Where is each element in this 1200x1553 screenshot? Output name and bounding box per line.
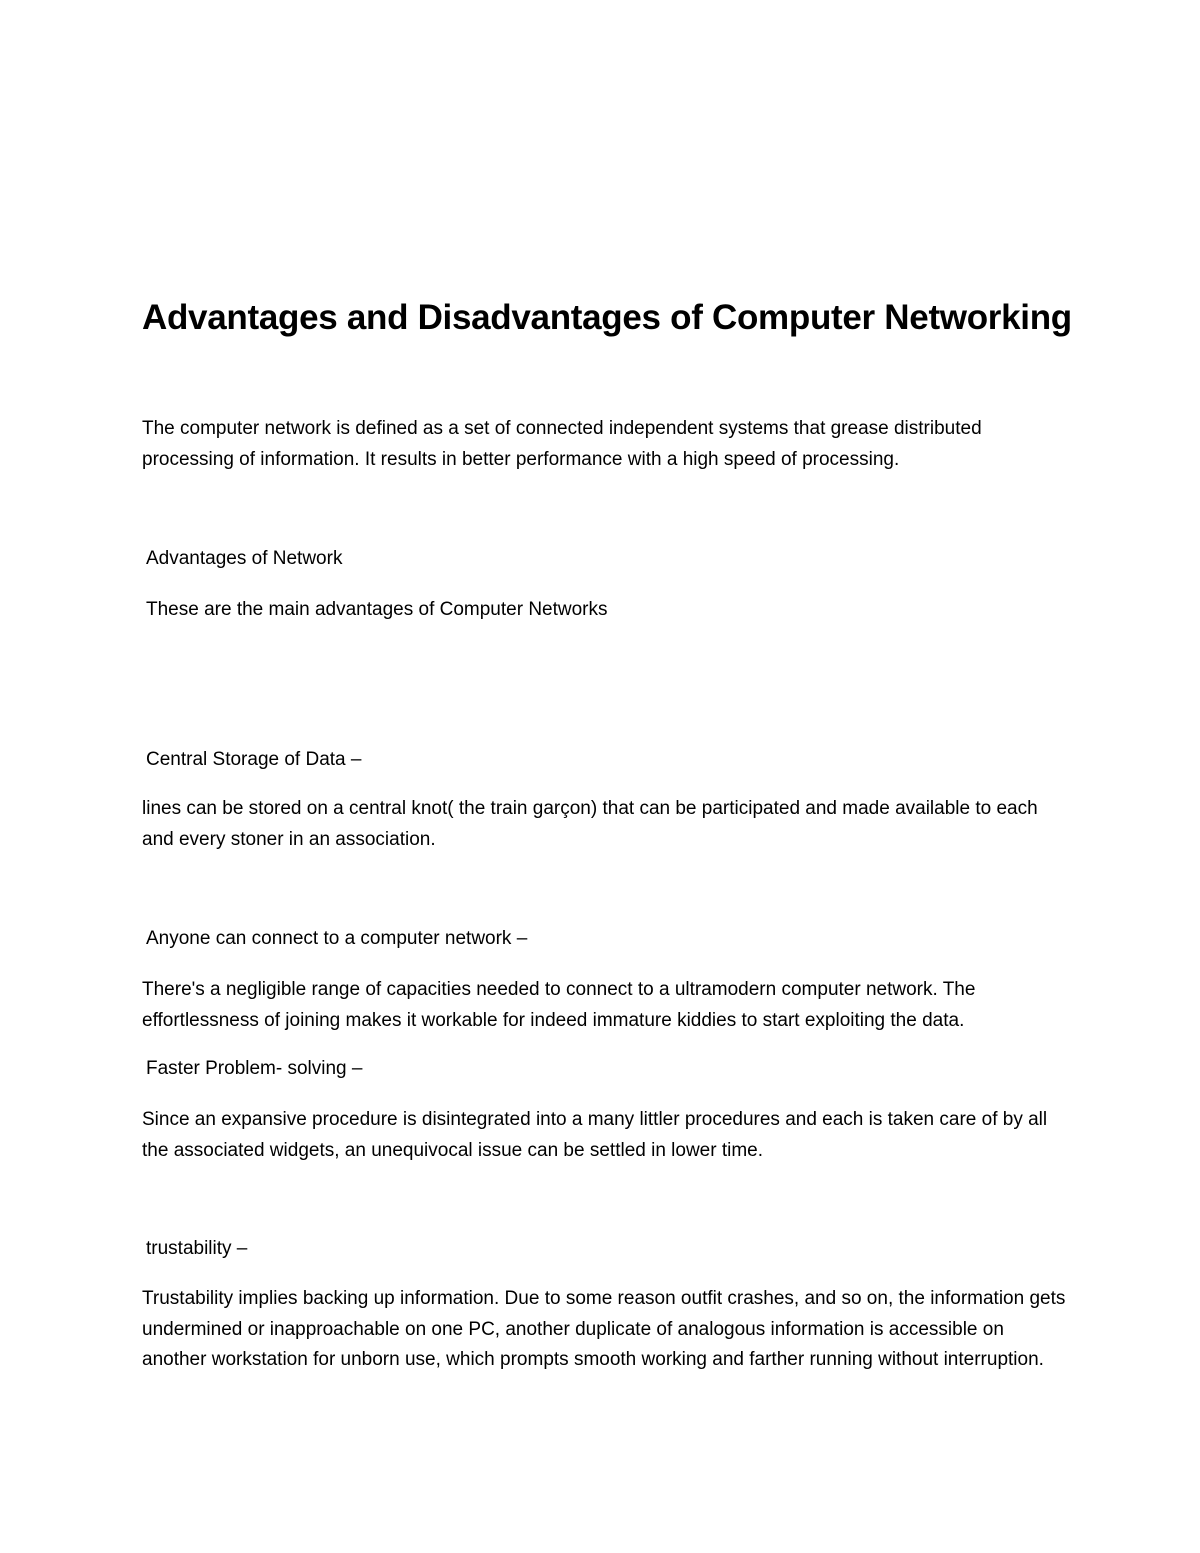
item-heading-faster-problem-solving: Faster Problem- solving – xyxy=(146,1058,363,1079)
item-text-trustability: Trustability implies backing up information. Due to some reason outfit crashes, and so on, the information gets undermined or inapproachable on one PC, another duplicate of analogous information is accessible on another workstation for unborn use, which prompts smooth working and farther running without interruption. xyxy=(142,1288,1066,1370)
item-text-faster-problem-solving: Since an expansive procedure is disintegrated into a many littler procedures and each is taken care of by all the associated widgets, an unequivocal issue can be settled in lower time. xyxy=(142,1109,1048,1161)
item-heading-trustability: trustability – xyxy=(146,1238,248,1259)
item-text-central-storage: lines can be stored on a central knot( the train garçon) that can be participated and made available to each and every stoner in an association. xyxy=(142,798,1038,850)
item-heading-central-storage: Central Storage of Data – xyxy=(146,749,362,770)
intro-paragraph: The computer network is defined as a set of connected independent systems that grease distributed processing of information. It results in better performance with a high speed of processing. xyxy=(142,418,982,470)
item-heading-anyone-connect: Anyone can connect to a computer network – xyxy=(146,928,528,949)
advantages-heading: Advantages of Network xyxy=(146,548,343,569)
advantages-intro: These are the main advantages of Computer Networks xyxy=(146,599,608,620)
document-title: Advantages and Disadvantages of Computer Networking xyxy=(142,298,1072,337)
item-text-anyone-connect: There's a negligible range of capacities needed to connect to a ultramodern computer network. The effortlessness of joining makes it workable for indeed immature kiddies to start exploiting the data. xyxy=(142,979,976,1031)
